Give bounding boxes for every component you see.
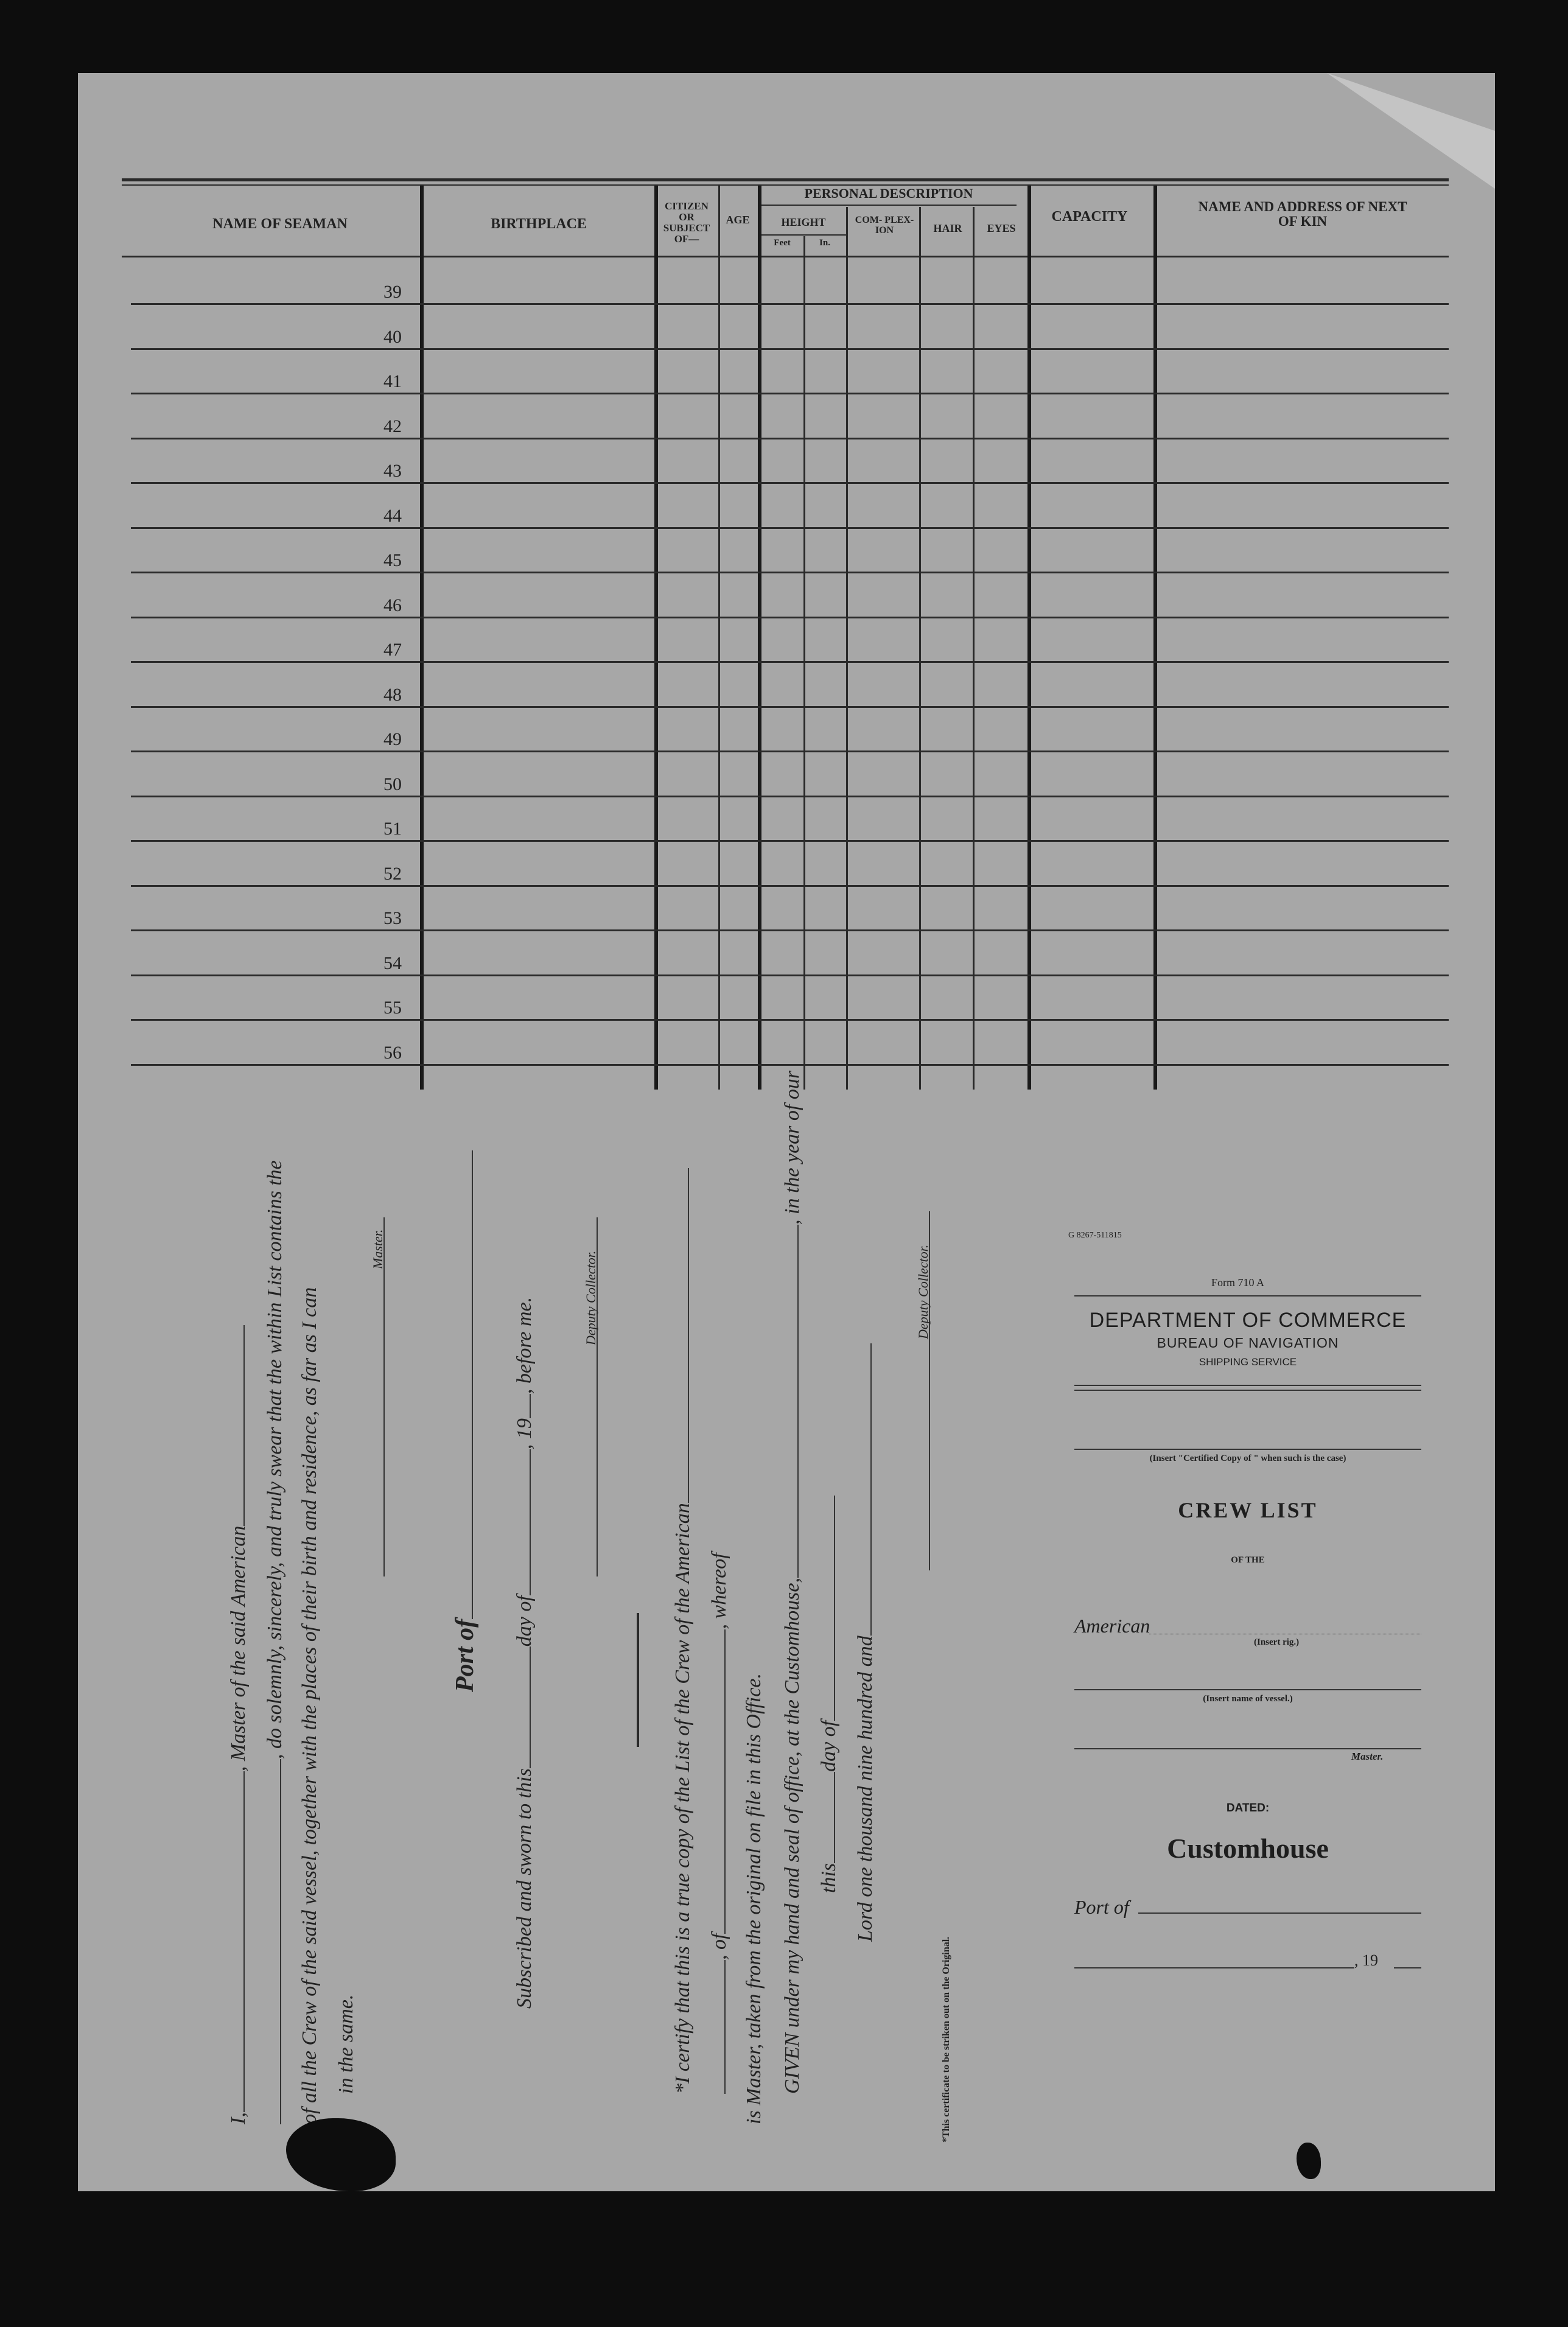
- cert-whereof-text: , whereof: [708, 1553, 730, 1629]
- row-number: 44: [383, 505, 402, 526]
- certified-copy-blank[interactable]: [1074, 1449, 1421, 1450]
- header-citizen: CITIZEN OR SUBJECT OF—: [663, 200, 710, 245]
- port-of-panel-label: Port of: [1074, 1896, 1129, 1918]
- vessel-blank[interactable]: [225, 1325, 245, 1526]
- row-number: 41: [383, 371, 402, 391]
- date-field[interactable]: [1074, 1967, 1354, 1968]
- table-row[interactable]: [131, 348, 1449, 350]
- row-number: 54: [383, 953, 402, 973]
- cert-vessel-blank[interactable]: [670, 1168, 689, 1503]
- master-caption: Master.: [370, 1229, 385, 1269]
- port-blank[interactable]: [453, 1150, 473, 1619]
- oath-same-text: in the same.: [335, 1994, 357, 2094]
- bureau-title: BUREAU OF NAVIGATION: [1157, 1335, 1339, 1351]
- cert-of-text: , of: [708, 1933, 730, 1960]
- insert-certified-note: (Insert "Certified Copy of " when such is the case): [1149, 1454, 1346, 1463]
- dated-label: DATED:: [1226, 1802, 1270, 1814]
- table-row[interactable]: [131, 1019, 1449, 1021]
- header-bottom-rule: [122, 256, 1449, 257]
- insert-rig-note: (Insert rig.): [1254, 1637, 1300, 1647]
- cert-line-5: [816, 1496, 841, 1893]
- subscribed-text: Subscribed and sworn to this: [513, 1768, 536, 2009]
- row-number: 55: [383, 998, 402, 1018]
- service-title: SHIPPING SERVICE: [1199, 1356, 1297, 1368]
- table-row[interactable]: [131, 303, 1449, 305]
- table-row[interactable]: [131, 706, 1449, 708]
- row-number: 45: [383, 550, 402, 570]
- cert-text-6: Lord one thousand nine hundred and: [854, 1636, 877, 1942]
- vessel-name-field[interactable]: [1074, 1689, 1421, 1690]
- cert-line-2: [706, 1553, 731, 2094]
- table-row[interactable]: [131, 617, 1449, 618]
- cert-line-6: [852, 1343, 877, 1942]
- year-prefix: , 19: [513, 1418, 536, 1450]
- row-number: 43: [383, 461, 402, 481]
- oath-line-3: [298, 1287, 321, 2124]
- height-rule: [761, 234, 846, 236]
- oath-crew-text: of all the Crew of the said vessel, together with the places of their birth and residence, as far as I can: [298, 1287, 321, 2124]
- form-number: Form 710 A: [1211, 1276, 1265, 1289]
- cert-text-1: *I certify that this is a true copy of the List of the Crew of the American: [671, 1503, 694, 2094]
- department-title: DEPARTMENT OF COMMERCE: [1089, 1309, 1407, 1332]
- col-rule-6: [846, 207, 848, 1090]
- row-number: 39: [383, 282, 402, 302]
- cert-text-4: GIVEN under my hand and seal of office, at the Customhouse,: [781, 1577, 803, 2094]
- rig-blank[interactable]: [1149, 1632, 1421, 1634]
- row-number: 51: [383, 819, 402, 839]
- personal-rule: [761, 205, 1017, 206]
- row-number: 52: [383, 863, 402, 884]
- table-top-rule: [122, 178, 1449, 181]
- table-row[interactable]: [131, 438, 1449, 439]
- table-row[interactable]: [131, 929, 1449, 931]
- header-hair: HAIR: [933, 222, 962, 234]
- cert-year-text: , in the year of our: [781, 1070, 803, 1225]
- table-row[interactable]: [131, 572, 1449, 573]
- col-rule-7: [919, 207, 921, 1090]
- deputy-collector-caption: Deputy Collector.: [583, 1250, 598, 1345]
- header-next-of-kin: NAME AND ADDRESS OF NEXT OF KIN: [1198, 199, 1407, 229]
- header-eyes: EYES: [987, 222, 1016, 234]
- header-age: AGE: [726, 214, 750, 226]
- table-row[interactable]: [131, 527, 1449, 529]
- table-top-rule-2: [122, 184, 1449, 186]
- row-number: 40: [383, 326, 402, 347]
- row-number: 47: [383, 640, 402, 660]
- table-row[interactable]: [131, 885, 1449, 887]
- header-height: HEIGHT: [781, 216, 826, 228]
- month-blank[interactable]: [511, 1449, 531, 1595]
- table-row[interactable]: [131, 975, 1449, 976]
- cert-line-1: [670, 1168, 695, 2094]
- cert-day-of-text: day of: [817, 1720, 840, 1772]
- cert-port-blank[interactable]: [706, 1629, 726, 1934]
- vessel-name-blank[interactable]: [262, 1759, 281, 2124]
- divider-rule: [637, 1613, 639, 1747]
- col-rule-4: [758, 186, 761, 1090]
- cert-deputy-caption: Deputy Collector.: [915, 1244, 931, 1339]
- crew-list-title: CREW LIST: [1178, 1498, 1318, 1522]
- row-number: 49: [383, 729, 402, 749]
- header-birthplace: BIRTHPLACE: [491, 216, 587, 232]
- customhouse-title: Customhouse: [1167, 1833, 1329, 1864]
- row-number: 46: [383, 595, 402, 615]
- year-label: , 19: [1354, 1951, 1378, 1969]
- day-of-text: day of: [513, 1595, 536, 1647]
- cert-this-text: this: [817, 1863, 840, 1893]
- cert-year-blank[interactable]: [852, 1343, 872, 1636]
- row-number: 56: [383, 1042, 402, 1063]
- master-name-field[interactable]: [1074, 1748, 1421, 1749]
- year-blank[interactable]: [511, 1394, 531, 1418]
- subscribed-line: [511, 1297, 536, 2009]
- table-row[interactable]: [131, 1064, 1449, 1066]
- cert-text-3: is Master, taken from the original on file in this Office.: [743, 1673, 765, 2124]
- table-row[interactable]: [131, 661, 1449, 663]
- cert-customhouse-blank[interactable]: [779, 1225, 799, 1578]
- header-feet: Feet: [774, 238, 791, 248]
- col-rule-3: [718, 186, 720, 1090]
- port-of-line: [450, 1150, 480, 1692]
- oath-master-of-said: , Master of the said American: [227, 1525, 250, 1772]
- panel-rule-3: [1074, 1390, 1421, 1391]
- table-row[interactable]: [131, 751, 1449, 752]
- oath-i: I,: [227, 2112, 250, 2124]
- cert-line-3: [743, 1673, 766, 2124]
- col-rule-2: [654, 186, 658, 1090]
- american-label: American: [1074, 1615, 1150, 1637]
- cert-day-blank[interactable]: [816, 1772, 835, 1863]
- port-of-label: Port of: [451, 1618, 479, 1692]
- col-rule-9: [1027, 186, 1031, 1090]
- cert-footnote: *This certificate to be striken out on the Original.: [941, 1936, 951, 2143]
- master-signature-blank[interactable]: [365, 1217, 385, 1576]
- of-the-label: OF THE: [1231, 1555, 1265, 1565]
- row-number: 53: [383, 908, 402, 928]
- table-row[interactable]: [131, 840, 1449, 842]
- port-of-panel-field[interactable]: [1138, 1912, 1421, 1914]
- day-blank[interactable]: [511, 1646, 531, 1768]
- master-name-blank[interactable]: [225, 1771, 245, 2112]
- cert-line-4: [779, 1071, 804, 2094]
- oath-line-4: [335, 1995, 358, 2094]
- table-row[interactable]: [131, 393, 1449, 394]
- table-row[interactable]: [131, 796, 1449, 797]
- print-code: G 8267-511815: [1068, 1231, 1122, 1240]
- before-me-text: , before me.: [513, 1296, 536, 1394]
- row-number: 48: [383, 684, 402, 705]
- header-personal-description: PERSONAL DESCRIPTION: [804, 186, 973, 201]
- header-capacity: CAPACITY: [1051, 209, 1128, 225]
- col-rule-5: [803, 236, 805, 1090]
- header-complexion: COM- PLEX- ION: [855, 215, 914, 236]
- oath-line-1: [225, 1325, 250, 2124]
- col-rule-10: [1153, 186, 1157, 1090]
- cert-rig-blank[interactable]: [706, 1960, 726, 2094]
- col-rule-1: [420, 186, 424, 1090]
- panel-rule-1: [1074, 1295, 1421, 1296]
- panel-rule-2: [1074, 1385, 1421, 1386]
- col-rule-8: [973, 207, 975, 1090]
- cert-month-blank[interactable]: [816, 1496, 835, 1721]
- table-row[interactable]: [131, 482, 1449, 484]
- oath-line-2: [262, 1160, 287, 2124]
- master-signature-line: [365, 1217, 390, 1576]
- year-field[interactable]: [1394, 1967, 1421, 1968]
- master-label: Master.: [1351, 1751, 1384, 1762]
- header-inches: In.: [819, 238, 830, 248]
- oath-swear-text: , do solemnly, sincerely, and truly swear that the within List contains the: [264, 1160, 286, 1759]
- row-number: 50: [383, 774, 402, 794]
- insert-vessel-note: (Insert name of vessel.): [1203, 1694, 1293, 1704]
- header-name: NAME OF SEAMAN: [212, 216, 348, 232]
- row-number: 42: [383, 416, 402, 436]
